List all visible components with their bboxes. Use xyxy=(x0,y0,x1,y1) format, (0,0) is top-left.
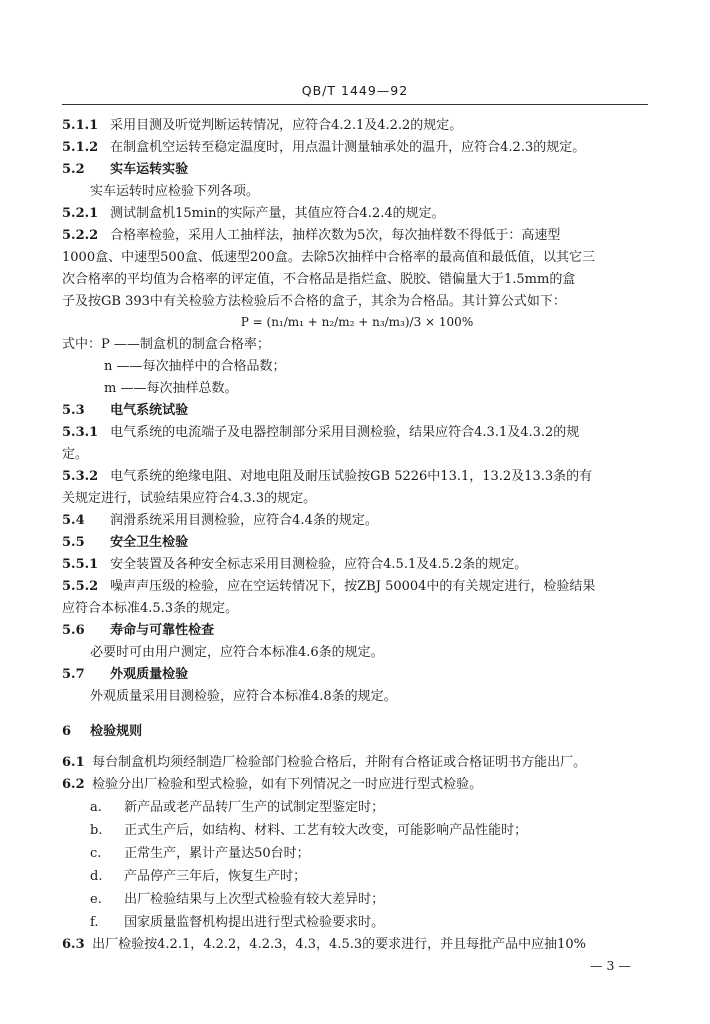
paragraph-line: 实车运转时应检验下列各项。 xyxy=(90,184,260,199)
section-5-2-heading xyxy=(62,161,652,179)
list-item-a xyxy=(90,799,650,817)
clause-number: 5.3.2 xyxy=(62,469,99,484)
clause-number: 5.3.1 xyxy=(62,425,99,440)
clause-number: 5.6 xyxy=(62,623,85,638)
list-marker: b. xyxy=(90,823,103,838)
formula-legend-line: 式中：P ——制盒机的制盒合格率； xyxy=(62,337,270,352)
paragraph-line: 次合格率的平均值为合格率的评定值，不合格品是指烂盒、脱胶、错偏量大于1.5mm的盒 xyxy=(62,272,576,287)
clause-text: 润滑系统采用目测检验，应符合4.4条的规定。 xyxy=(110,513,378,528)
clause-text: 电气系统的绝缘电阻、对地电阻及耐压试验按GB 5226中13.1，13.2及13.3条的有 xyxy=(110,469,593,484)
section-title: 电气系统试验 xyxy=(110,403,189,418)
standard-code-header: QB/T 1449—92 xyxy=(301,83,409,98)
list-marker: e. xyxy=(90,892,102,907)
paragraph-line: 应符合本标准4.5.3条的规定。 xyxy=(62,601,239,616)
header-rule xyxy=(62,104,648,105)
section-title: 实车运转实验 xyxy=(110,162,189,177)
clause-number: 5.2.2 xyxy=(62,228,99,243)
clause-number: 5.5 xyxy=(62,535,85,550)
clause-number: 5.3 xyxy=(62,403,85,418)
list-item-text: 出厂检验结果与上次型式检验有较大差异时； xyxy=(124,892,385,907)
clause-6-3 xyxy=(62,936,652,954)
clause-number: 5.5.1 xyxy=(62,557,99,572)
clause-5-3-2 xyxy=(62,468,652,486)
clause-number: 5.2 xyxy=(62,162,85,177)
chapter-number: 6 xyxy=(62,724,72,739)
paragraph-line: 定。 xyxy=(62,447,89,462)
clause-number: 6.1 xyxy=(62,755,85,770)
clause-text: 每台制盒机均须经制造厂检验部门检验合格后，并附有合格证或合格证明书方能出厂。 xyxy=(92,755,587,770)
formula: P = (n₁/m₁ + n₂/m₂ + n₃/m₃)/3 × 100% xyxy=(240,315,474,329)
clause-text: 检验分出厂检验和型式检验，如有下列情况之一时应进行型式检验。 xyxy=(92,777,483,792)
clause-5-5-1 xyxy=(62,556,652,574)
clause-text: 在制盒机空运转至稳定温度时，用点温计测量轴承处的温升，应符合4.2.3的规定。 xyxy=(110,140,586,155)
clause-5-1-1 xyxy=(62,117,652,135)
clause-5-5-2 xyxy=(62,578,652,596)
section-title: 外观质量检验 xyxy=(110,667,189,682)
list-item-c xyxy=(90,845,650,863)
clause-number: 6.2 xyxy=(62,777,85,792)
paragraph-line: 1000盒、中速型500盒、低速型200盒。去除5次抽样中合格率的最高值和最低值，以其它三 xyxy=(62,250,595,265)
clause-number: 6.3 xyxy=(62,937,85,952)
clause-5-2-1 xyxy=(62,205,652,223)
list-marker: a. xyxy=(90,800,102,815)
section-5-6-heading xyxy=(62,622,652,640)
section-title: 安全卫生检验 xyxy=(110,535,189,550)
clause-5-4 xyxy=(62,512,652,530)
clause-number: 5.1.1 xyxy=(62,118,99,133)
page-number: — 3 — xyxy=(590,958,631,973)
clause-text: 电气系统的电流端子及电器控制部分采用目测检验，结果应符合4.3.1及4.3.2的规 xyxy=(110,425,580,440)
list-item-b xyxy=(90,822,650,840)
clause-5-3-1 xyxy=(62,424,652,442)
clause-number: 5.4 xyxy=(62,513,85,528)
list-item-text: 产品停产三年后，恢复生产时； xyxy=(124,869,307,884)
list-item-e xyxy=(90,891,650,909)
clause-text: 测试制盒机15min的实际产量，其值应符合4.2.4的规定。 xyxy=(110,206,445,221)
list-item-text: 正常生产，累计产量达50台时； xyxy=(124,846,310,861)
clause-number: 5.5.2 xyxy=(62,579,99,594)
formula-legend-line: m ——每次抽样总数。 xyxy=(104,381,238,396)
clause-5-1-2 xyxy=(62,139,652,157)
clause-number: 5.2.1 xyxy=(62,206,99,221)
clause-text: 安全装置及各种安全标志采用目测检验，应符合4.5.1及4.5.2条的规定。 xyxy=(110,557,528,572)
chapter-6-heading xyxy=(62,723,652,741)
clause-6-1 xyxy=(62,754,652,772)
list-marker: c. xyxy=(90,846,102,861)
section-5-3-heading xyxy=(62,402,652,420)
list-item-text: 新产品或老产品转厂生产的试制定型鉴定时； xyxy=(124,800,385,815)
list-marker: d. xyxy=(90,869,103,884)
clause-number: 5.7 xyxy=(62,667,85,682)
list-item-d xyxy=(90,868,650,886)
clause-text: 合格率检验，采用人工抽样法，抽样次数为5次，每次抽样数不得低于：高速型 xyxy=(110,228,561,243)
paragraph-line: 外观质量采用目测检验，应符合本标准4.8条的规定。 xyxy=(90,689,397,704)
list-item-text: 正式生产后，如结构、材料、工艺有较大改变，可能影响产品性能时； xyxy=(124,823,528,838)
paragraph-line: 必要时可由用户测定，应符合本标准4.6条的规定。 xyxy=(90,645,384,660)
section-5-5-heading xyxy=(62,534,652,552)
clause-text: 噪声声压级的检验，应在空运转情况下，按ZBJ 50004中的有关规定进行，检验结果 xyxy=(110,579,596,594)
formula-legend-line: n ——每次抽样中的合格品数； xyxy=(104,359,286,374)
list-item-text: 国家质量监督机构提出进行型式检验要求时。 xyxy=(124,915,385,930)
clause-text: 出厂检验按4.2.1，4.2.2，4.2.3，4.3，4.5.3的要求进行，并且每批产品中应抽10% xyxy=(92,937,587,952)
chapter-title: 检验规则 xyxy=(90,724,143,739)
clause-number: 5.1.2 xyxy=(62,140,99,155)
list-item-f xyxy=(90,914,650,932)
section-5-7-heading xyxy=(62,666,652,684)
clause-6-2 xyxy=(62,776,652,794)
list-marker: f. xyxy=(90,915,99,930)
paragraph-line: 子及按GB 393中有关检验方法检验后不合格的盒子，其余为合格品。其计算公式如下： xyxy=(62,294,566,309)
clause-5-2-2 xyxy=(62,227,652,245)
clause-text: 采用目测及听觉判断运转情况，应符合4.2.1及4.2.2的规定。 xyxy=(110,118,463,133)
section-title: 寿命与可靠性检查 xyxy=(110,623,215,638)
paragraph-line: 关规定进行，试验结果应符合4.3.3的规定。 xyxy=(62,491,317,506)
